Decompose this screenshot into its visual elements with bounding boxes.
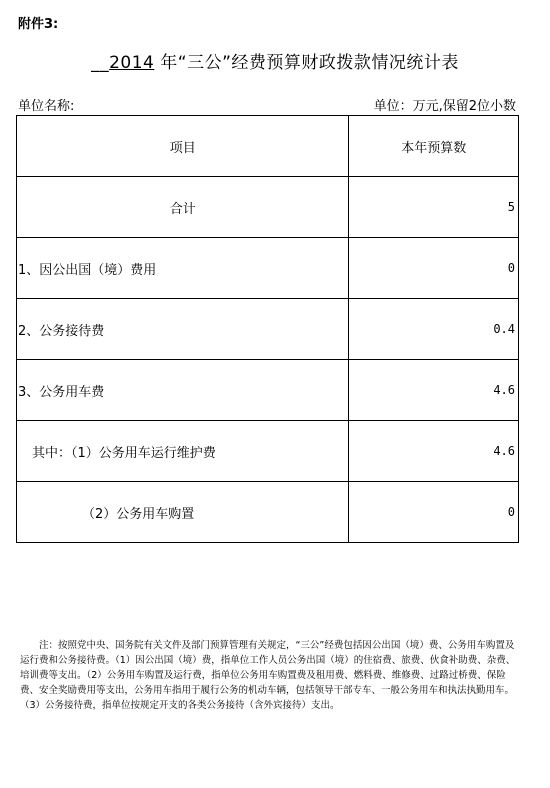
row-value: 5 — [349, 177, 519, 238]
row-item: 1、因公出国（境）费用 — [17, 238, 349, 299]
row-value: 4.6 — [349, 360, 519, 421]
row-item: 3、公务用车费 — [17, 360, 349, 421]
page-title — [0, 48, 550, 73]
table-row — [17, 299, 519, 360]
title-text: 年“三公”经费预算财政拨款情况统计表 — [160, 53, 459, 73]
table-row — [17, 360, 519, 421]
table-header-row — [17, 116, 519, 177]
header-value: 本年预算数 — [349, 116, 519, 177]
unit-name-label: 单位名称: — [18, 99, 75, 114]
title-year: 2014 — [109, 53, 155, 73]
row-value: 4.6 — [349, 421, 519, 482]
row-item: 其中：（1）公务用车运行维护费 — [17, 421, 349, 482]
attachment-label: 附件3: — [18, 17, 59, 32]
row-value: 0 — [349, 482, 519, 543]
table-row — [17, 177, 519, 238]
footnote: 注：按照党中央、国务院有关文件及部门预算管理有关规定，“三公”经费包括因公出国（境）费、公务用车购置及运行费和公务接待费。（1）因公出国（境）费，指单位工作人员公务出国（境）的住宿费、旅费、伙食补助费、杂费、培训费等支出。（2）公务用车购置及运行费，指单位公务用车购置费及租用费、燃料费、维修费、过路过桥费、保险费、安全奖励费用等支出，公务用车指用于履行公务的机动车辆，包括领导干部专车、一般公务用车和执法执勤用车。（3）公务接待费，指单位按规定开支的各类公务接待（含外宾接待）支出。 — [20, 640, 516, 711]
table-row — [17, 482, 519, 543]
table-row — [17, 238, 519, 299]
row-value: 0.4 — [349, 299, 519, 360]
row-item: 2、公务接待费 — [17, 299, 349, 360]
row-value: 0 — [349, 238, 519, 299]
title-blank: __ — [91, 53, 110, 73]
header-item: 项目 — [17, 116, 349, 177]
row-item: 合计 — [17, 177, 349, 238]
table-row — [17, 421, 519, 482]
budget-table — [16, 115, 519, 543]
row-item: （2）公务用车购置 — [17, 482, 349, 543]
unit-label: 单位：万元,保留2位小数 — [373, 99, 516, 114]
